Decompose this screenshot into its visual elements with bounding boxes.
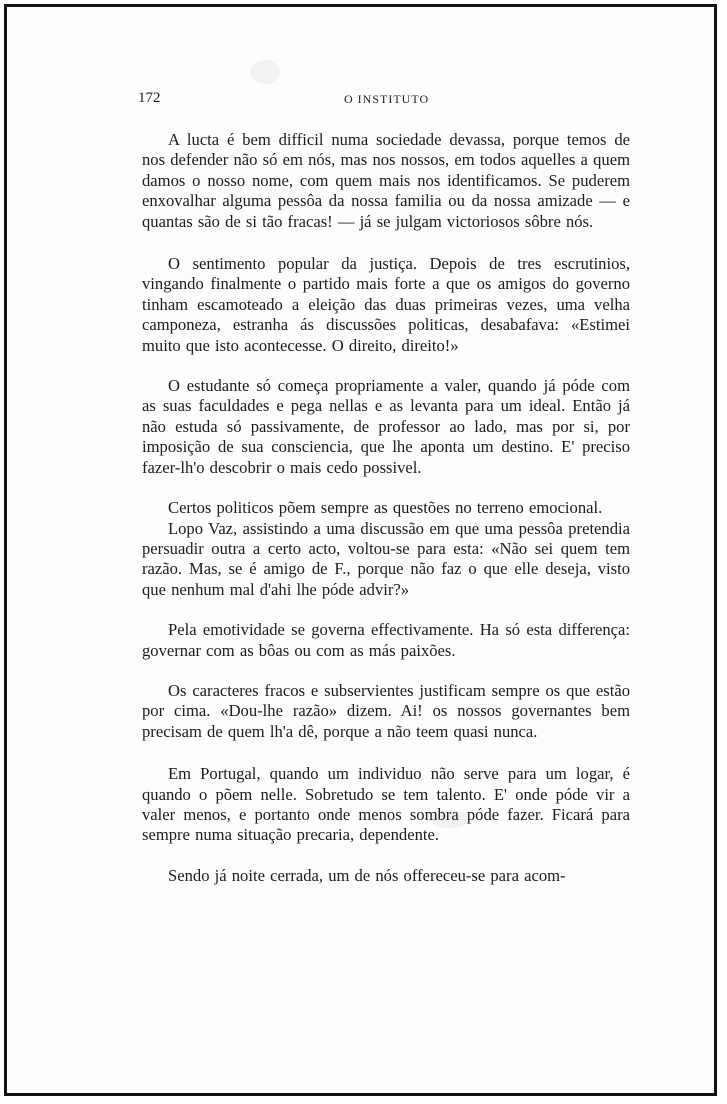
paragraph: A lucta é bem difficil numa sociedade devassa, porque temos de nos defender não só em nós, mas nos nossos, em todos aquelles a quem damos o nosso nome, com quem mais nos identificamos. Se puderem enxovalhar alguma pessôa da nossa familia ou da nossa amizade — e quantas são de si tão fracas! — já se julgam victoriosos sôbre nós.	[142, 130, 630, 231]
paragraph: O sentimento popular da justiça. Depois de tres escrutinios, vingando finalmente o partido mais forte a que os amigos do governo tinham escamoteado a eleição das duas primeiras vezes, uma velha camponeza, estranha ás discussões politicas, desabafava: «Estimei muito que isto acontecesse. O direito, direito!»	[142, 254, 630, 355]
paragraph: Sendo já noite cerrada, um de nós offereceu-se para acom-	[168, 865, 566, 885]
paragraph: Os caracteres fracos e subservientes justificam sempre os que estão por cima. «Dou-lhe razão» dizem. Ai! os nossos governantes bem precisam de quem lh'a dê, porque a não teem quasi nunca.	[142, 680, 630, 741]
paragraph: Lopo Vaz, assistindo a uma discussão em que uma pessôa pretendia persuadir outra a certo acto, voltou-se para esta: «Não sei quem tem razão. Mas, se é amigo de F., porque não faz o que elle deseja, visto que nenhum mal d'ahi lhe póde advir?»	[142, 518, 630, 599]
page-header	[138, 90, 578, 112]
paragraph: Pela emotividade se governa effectivamente. Ha só esta differença: governar com as bôas ou com as más paixões.	[142, 620, 630, 660]
paper-smudge	[250, 60, 280, 84]
paragraph: Em Portugal, quando um individuo não serve para um logar, é quando o põem nelle. Sobretudo se tem talento. E' onde póde vir a valer menos, e portanto onde menos sombra póde fazer. Ficará para sempre numa situação precaria, dependente.	[142, 764, 630, 845]
paragraph: O estudante só começa propriamente a valer, quando já póde com as suas faculdades e pega nellas e as levanta para um ideal. Então já não estuda só passivamente, de professor ao lado, mas por si, por imposição de sua consciencia, que lhe aponta um destino. E' preciso fazer-lh'o descobrir o mais cedo possivel.	[142, 376, 630, 477]
page-number: 172	[138, 90, 161, 106]
paragraph: Certos politicos põem sempre as questões no terreno emocional.	[168, 498, 603, 518]
body-text	[142, 130, 630, 886]
running-head: O INSTITUTO	[344, 92, 430, 106]
